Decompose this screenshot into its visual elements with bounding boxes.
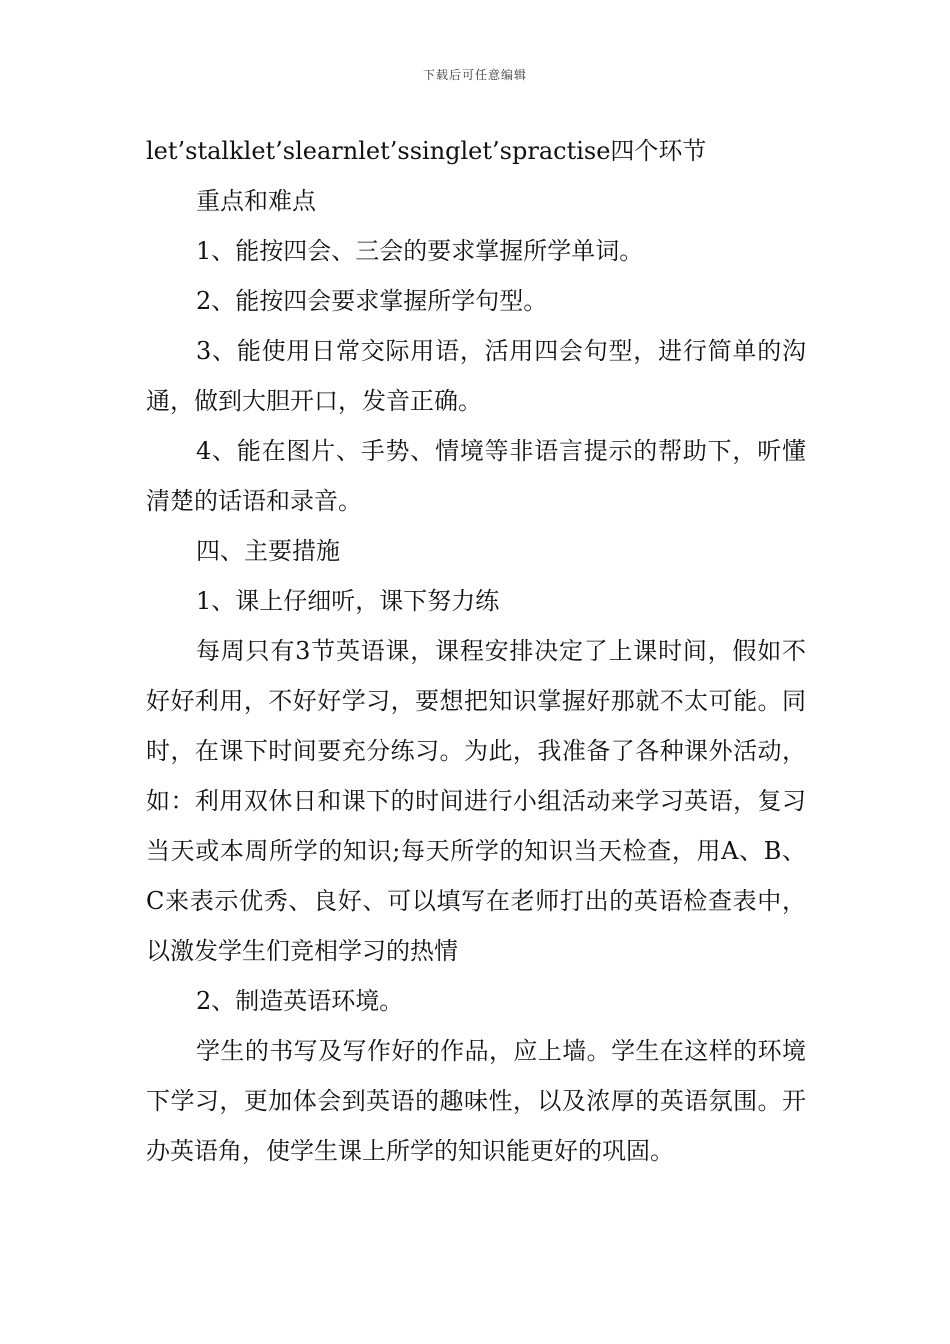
paragraph: 4、能在图片、手势、情境等非语言提示的帮助下，听懂清楚的话语和录音。 [146,437,806,515]
page-header: 下载后可任意编辑 [422,68,527,82]
paragraph: 1、能按四会、三会的要求掌握所学单词。 [196,237,644,265]
paragraph: 学生的书写及写作好的作品，应上墙。学生在这样的环境下学习，更加体会到英语的趣味性，以及浓厚的英语氛围。开办英语角，使学生课上所学的知识能更好的巩固。 [146,1037,806,1165]
paragraph: 2、能按四会要求掌握所学句型。 [196,287,548,315]
section-heading: 重点和难点 [196,187,316,215]
paragraph: 每周只有3节英语课，课程安排决定了上课时间，假如不好好利用，不好好学习，要想把知识掌握好那就不太可能。同时，在课下时间要充分练习。为此，我准备了各种课外活动，如：利用双休日和课下的时间进行小组活动来学习英语，复习当天或本周所学的知识;每天所学的知识当天检查，用A、B、C来表示优秀、良好、可以填写在老师打出的英语检查表中，以激发学生们竞相学习的热情 [146,637,806,965]
document-body [146,126,806,1176]
paragraph: let’stalklet’slearnlet’ssinglet’spractise四个环节 [146,137,707,165]
paragraph: 1、课上仔细听，课下努力练 [196,587,500,615]
paragraph: 3、能使用日常交际用语，活用四会句型，进行简单的沟通，做到大胆开口，发音正确。 [146,337,806,415]
paragraph: 2、制造英语环境。 [196,987,404,1015]
section-heading: 四、主要措施 [196,537,340,565]
